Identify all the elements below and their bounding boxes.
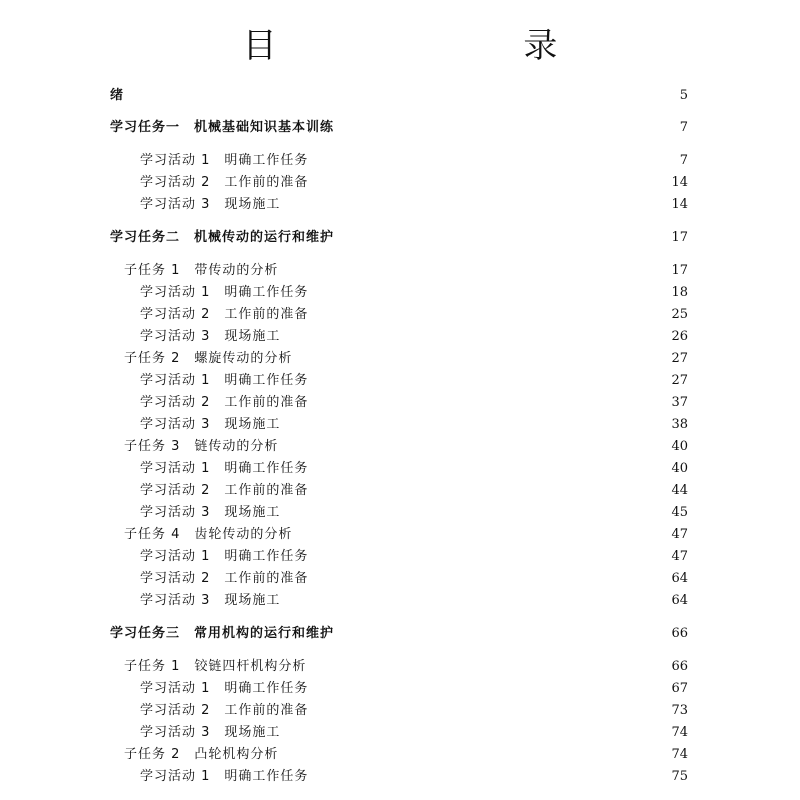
toc-activity-entry (140, 701, 688, 721)
toc-entry-label: 学习活动 2 工作前的准备 (140, 175, 309, 190)
page-title: 目 录 (242, 26, 676, 66)
toc-entry-label: 子任务 2 凸轮机构分析 (124, 747, 279, 762)
toc-entry-label: 学习活动 3 现场施工 (140, 505, 281, 520)
toc-activity-entry (140, 679, 688, 699)
toc-entry-label: 学习活动 2 工作前的准备 (140, 395, 309, 410)
dot-leader (312, 547, 667, 567)
toc-subtask-entry (124, 657, 688, 677)
dot-leader (312, 569, 667, 589)
toc-page-number: 74 (671, 747, 688, 762)
dot-leader (296, 349, 667, 369)
toc-entry-label: 学习活动 1 明确工作任务 (140, 461, 309, 476)
toc-entry-label: 学习活动 3 现场施工 (140, 593, 281, 608)
dot-leader (312, 393, 667, 413)
dot-leader (312, 371, 667, 391)
dot-leader (312, 305, 667, 325)
toc-subtask-entry (124, 437, 688, 457)
toc-page-number: 37 (671, 395, 688, 410)
toc-entry-label: 学习活动 2 工作前的准备 (140, 703, 309, 718)
toc-activity-entry (140, 459, 688, 479)
toc-page-number: 64 (671, 593, 688, 608)
toc-entry-label: 学习活动 2 工作前的准备 (140, 307, 309, 322)
toc-page-number: 44 (671, 483, 688, 498)
toc-page-number: 40 (671, 461, 688, 476)
toc-entry-label: 学习任务二 机械传动的运行和维护 (110, 230, 335, 245)
dot-leader (338, 624, 667, 644)
toc-activity-entry (140, 173, 688, 193)
toc-entry-label: 学习活动 2 工作前的准备 (140, 571, 309, 586)
toc-entry-label: 学习活动 1 明确工作任务 (140, 769, 309, 784)
dot-leader (338, 118, 668, 138)
toc-page-number: 7 (679, 120, 688, 135)
toc-entry-label: 子任务 3 链传动的分析 (124, 439, 279, 454)
toc-activity-entry (140, 591, 688, 611)
toc-entry-label: 绪 (110, 88, 125, 103)
dot-leader (312, 173, 667, 193)
toc-entry-label: 子任务 4 齿轮传动的分析 (124, 527, 293, 542)
dot-leader (296, 525, 667, 545)
toc-page-number: 45 (671, 505, 688, 520)
dot-leader (282, 261, 667, 281)
toc-task-entry (110, 624, 688, 644)
dot-leader (312, 151, 668, 171)
dot-leader (128, 86, 668, 106)
toc-entry-label: 学习活动 1 明确工作任务 (140, 373, 309, 388)
toc-page-number: 40 (671, 439, 688, 454)
dot-leader (284, 195, 667, 215)
toc-entry-label: 学习活动 1 明确工作任务 (140, 285, 309, 300)
toc-page-number: 74 (671, 725, 688, 740)
toc-entry-label: 子任务 1 带传动的分析 (124, 263, 279, 278)
toc-page-number: 26 (671, 329, 688, 344)
toc-activity-entry (140, 767, 688, 787)
dot-leader (284, 415, 667, 435)
toc-activity-entry (140, 283, 688, 303)
toc-page-number: 38 (671, 417, 688, 432)
toc-activity-entry (140, 371, 688, 391)
toc-subtask-entry (124, 349, 688, 369)
dot-leader (312, 459, 667, 479)
toc-page-number: 17 (671, 230, 688, 245)
toc-page-number: 5 (679, 88, 688, 103)
dot-leader (312, 283, 667, 303)
toc-activity-entry (140, 195, 688, 215)
dot-leader (312, 767, 667, 787)
toc-entry-label: 学习活动 1 明确工作任务 (140, 681, 309, 696)
toc-entry-label: 学习活动 3 现场施工 (140, 329, 281, 344)
toc-page-number: 17 (671, 263, 688, 278)
toc-page-number: 25 (671, 307, 688, 322)
dot-leader (338, 228, 667, 248)
toc-activity-entry (140, 393, 688, 413)
toc-page-number: 73 (671, 703, 688, 718)
dot-leader (284, 723, 667, 743)
toc-activity-entry (140, 503, 688, 523)
toc-page-number: 66 (671, 626, 688, 641)
toc-entry-label: 学习任务一 机械基础知识基本训练 (110, 120, 335, 135)
toc-subtask-entry (124, 261, 688, 281)
toc-activity-entry (140, 547, 688, 567)
toc-page-number: 27 (671, 351, 688, 366)
dot-leader (312, 701, 667, 721)
toc-page-number: 75 (671, 769, 688, 784)
toc-task-entry (110, 86, 688, 106)
toc-activity-entry (140, 151, 688, 171)
dot-leader (282, 745, 667, 765)
dot-leader (284, 503, 667, 523)
toc-entry-label: 学习活动 3 现场施工 (140, 417, 281, 432)
toc-activity-entry (140, 327, 688, 347)
toc-entry-label: 学习活动 1 明确工作任务 (140, 549, 309, 564)
toc-entry-label: 子任务 2 螺旋传动的分析 (124, 351, 293, 366)
dot-leader (284, 591, 667, 611)
toc-page-number: 18 (671, 285, 688, 300)
toc-activity-entry (140, 481, 688, 501)
dot-leader (282, 437, 667, 457)
toc-entry-label: 学习活动 1 明确工作任务 (140, 153, 309, 168)
toc-page-number: 14 (671, 197, 688, 212)
toc-entry-label: 子任务 1 铰链四杆机构分析 (124, 659, 307, 674)
toc-page-number: 27 (671, 373, 688, 388)
toc-page-number: 64 (671, 571, 688, 586)
toc-page-number: 67 (671, 681, 688, 696)
toc-page-number: 14 (671, 175, 688, 190)
toc-subtask-entry (124, 525, 688, 545)
toc-entry-label: 学习活动 3 现场施工 (140, 197, 281, 212)
toc-page-number: 47 (671, 527, 688, 542)
toc-entry-label: 学习任务三 常用机构的运行和维护 (110, 626, 335, 641)
toc-subtask-entry (124, 745, 688, 765)
dot-leader (310, 657, 667, 677)
dot-leader (312, 679, 667, 699)
toc-page-number: 47 (671, 549, 688, 564)
toc-page-number: 7 (679, 153, 688, 168)
toc-activity-entry (140, 569, 688, 589)
toc-activity-entry (140, 415, 688, 435)
toc-page-number: 66 (671, 659, 688, 674)
toc-entry-label: 学习活动 3 现场施工 (140, 725, 281, 740)
toc-activity-entry (140, 305, 688, 325)
dot-leader (312, 481, 667, 501)
toc-entry-label: 学习活动 2 工作前的准备 (140, 483, 309, 498)
dot-leader (284, 327, 667, 347)
toc-activity-entry (140, 723, 688, 743)
toc-task-entry (110, 118, 688, 138)
toc-task-entry (110, 228, 688, 248)
